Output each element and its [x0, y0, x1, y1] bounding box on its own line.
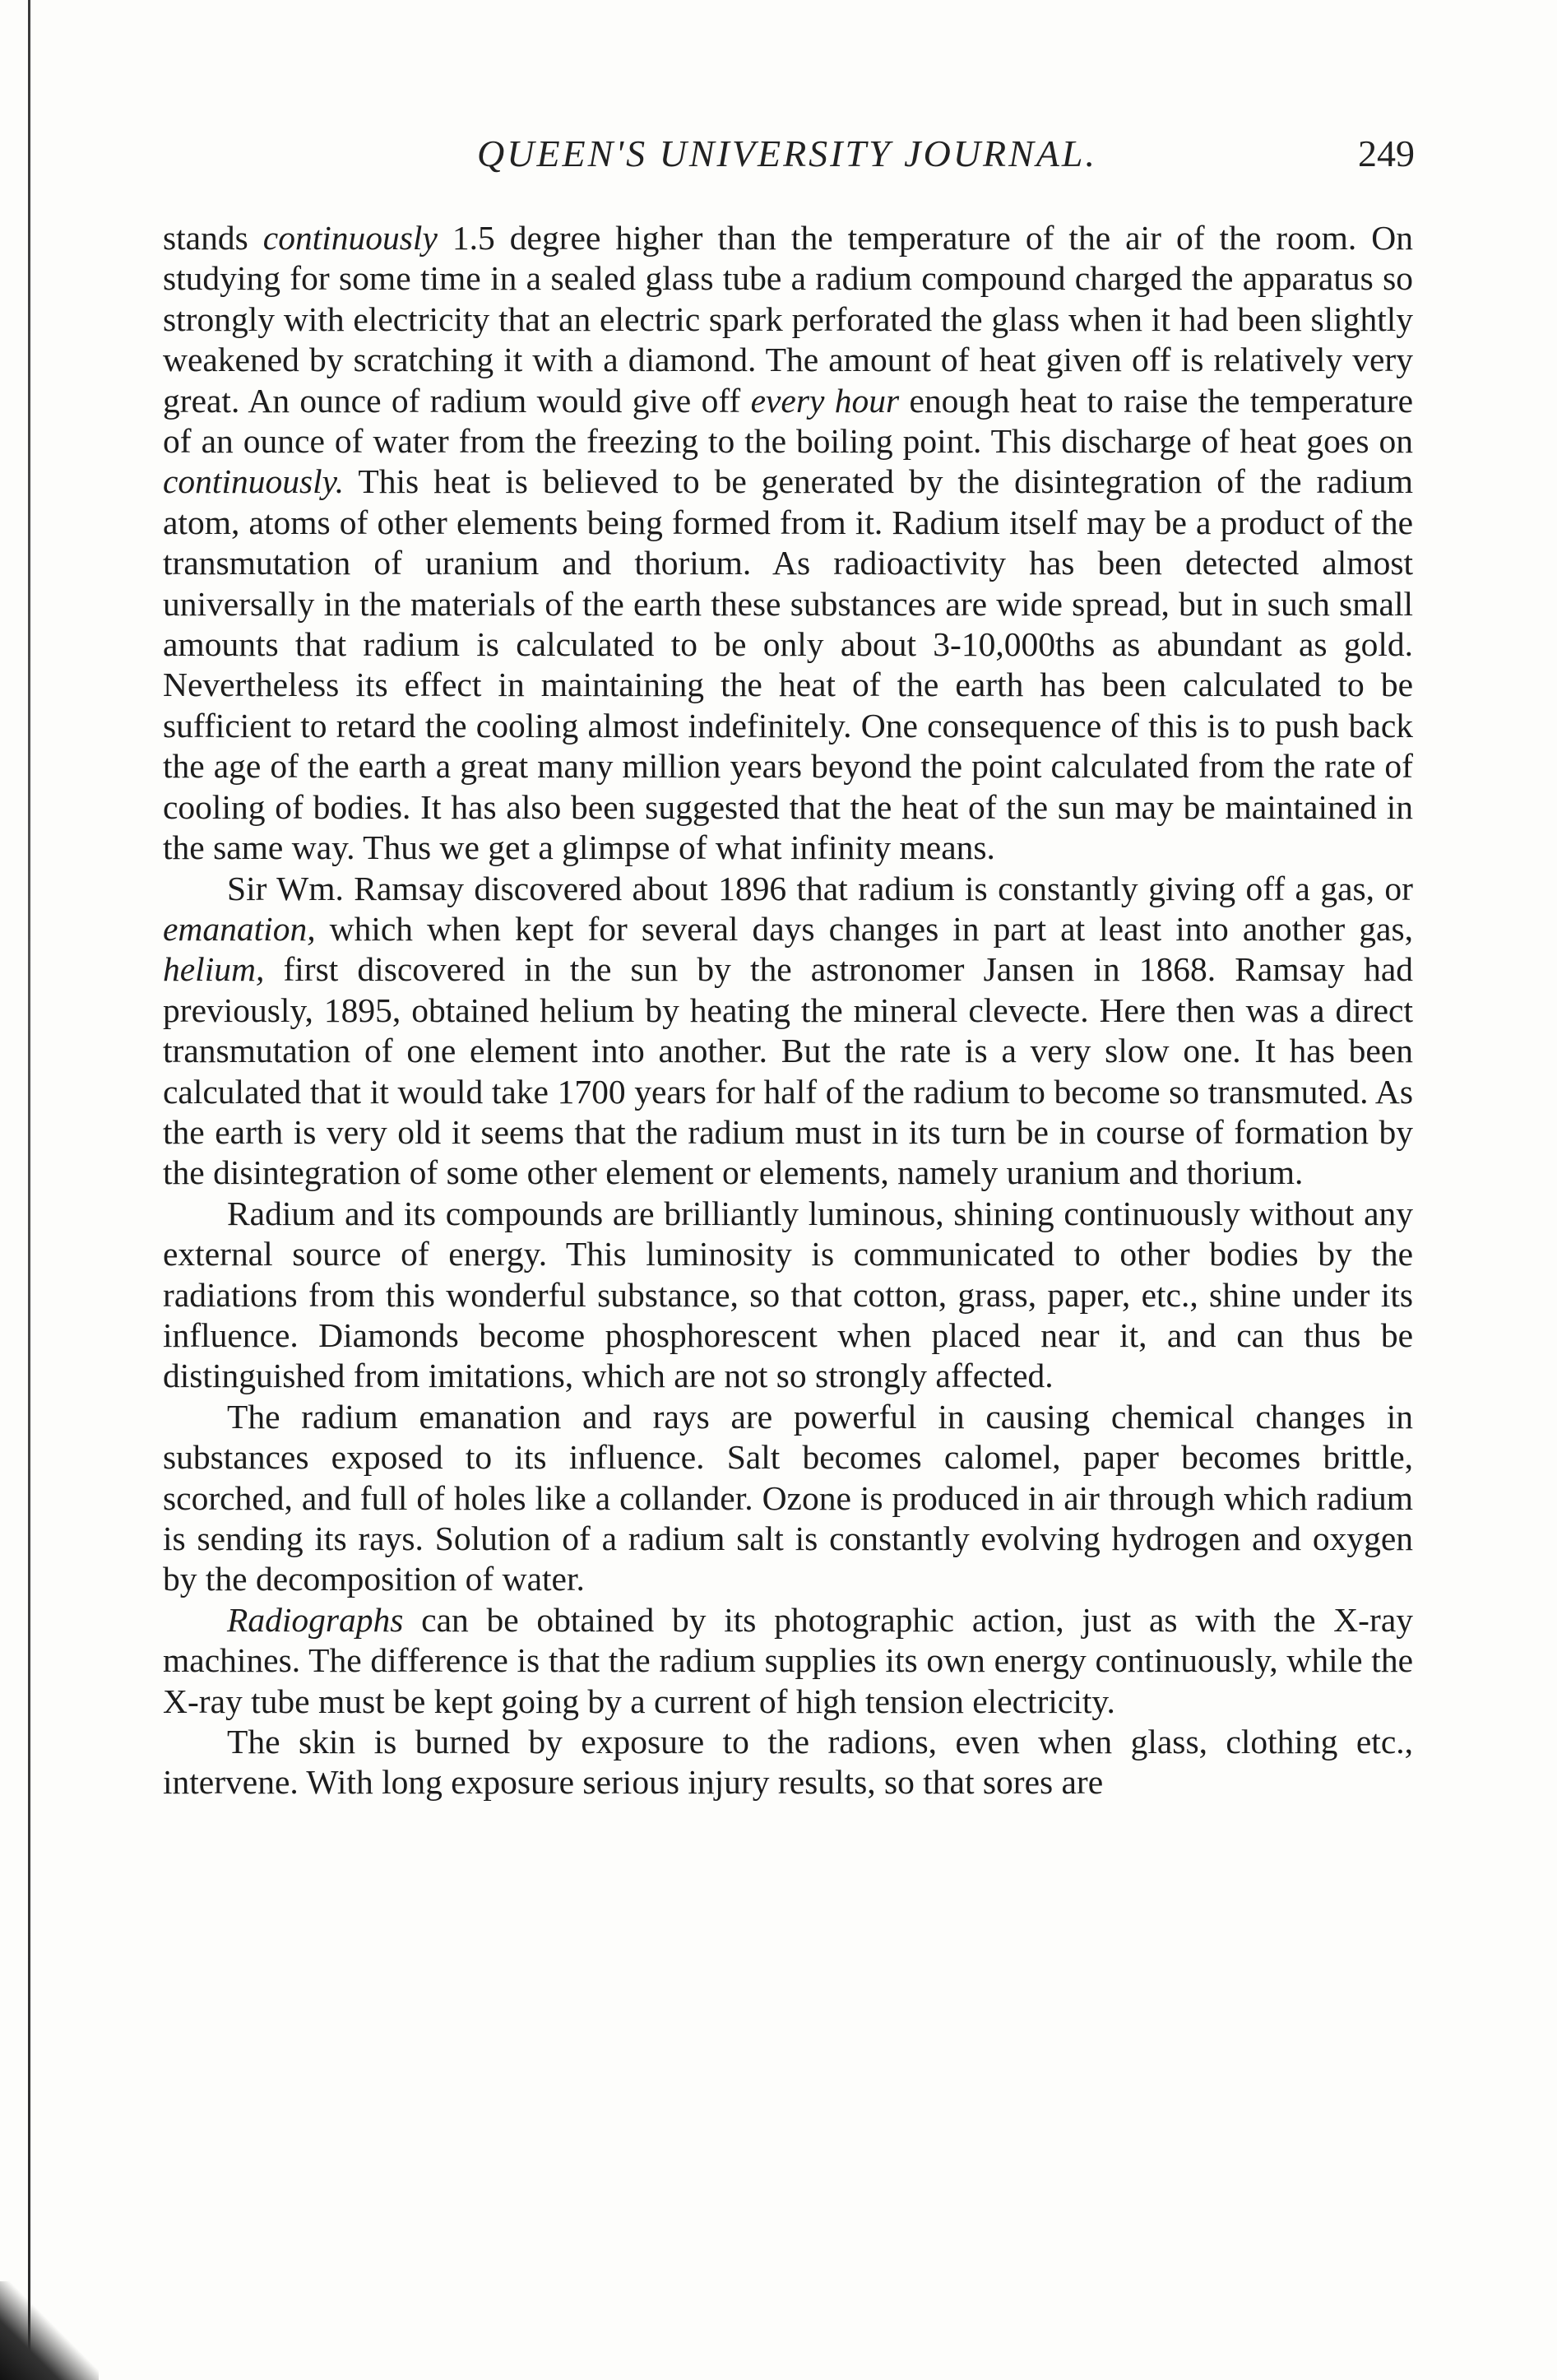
page-number: 249 — [1358, 132, 1415, 174]
italic-text: helium, — [163, 950, 265, 989]
paragraph-6 — [163, 1722, 1413, 1803]
text-run: enough heat to raise the temperature of an ounce of water from the freezing to the boiling point. This discharge of heat goes on — [163, 381, 1413, 461]
text-run: first discovered in the sun by the astronomer Jansen in 1868. Ramsay had previously, 1895, obtained helium by heating the mineral clevecte. Here then was a direct transmutation of one element into another. But the rate is a very slow one. It has been calculated that it would take 1700 years for half of the radium to become so transmuted. As the earth is very old it seems that the radium must in its turn be in course of formation by the disintegration of some other element or elements, namely uranium and thorium. — [163, 950, 1413, 1192]
text-run: 1.5 degree higher than the temperature of the air of the room. On studying for some time in a sealed glass tube a radium compound charged the apparatus so strongly with electricity that an electric spark perforated the glass when it had been slightly weakened by scratching it with a diamond. The amount of heat given off is relatively very great. An ounce of radium would give off — [163, 219, 1413, 420]
paragraph-3 — [163, 1194, 1413, 1397]
text-run: Sir Wm. Ramsay discovered about 1896 that radium is constantly giving off a gas, or — [227, 869, 1413, 907]
article-body — [163, 218, 1413, 1803]
text-run: stands — [163, 219, 263, 257]
italic-text: emanation, — [163, 909, 316, 948]
italic-text: continuously. — [163, 462, 345, 501]
text-run: The radium emanation and rays are powerful in causing chemical changes in substances exposed to its influence. Salt becomes calomel, paper becomes brittle, scorched, and full of holes like a collander. Ozone is produced in air through which radium is sending its rays. Solution of a radium salt is constantly evolving hydrogen and oxygen by the decomposition of water. — [163, 1397, 1413, 1598]
running-title: QUEEN'S UNIVERSITY JOURNAL. — [477, 132, 1097, 174]
paragraph-5 — [163, 1600, 1413, 1722]
text-run: The skin is burned by exposure to the radions, even when glass, clothing etc., intervene. With long exposure serious injury results, so that sores are — [163, 1723, 1413, 1802]
paragraph-1 — [163, 218, 1413, 869]
text-run: which when kept for several days changes in part at least into another gas, — [315, 909, 1413, 948]
italic-text: Radiographs — [227, 1600, 404, 1639]
scan-page-edge — [28, 0, 30, 2380]
text-run: This heat is believed to be generated by the disintegration of the radium atom, atoms of other elements being formed from it. Radium itself may be a product of the transmutation of uranium and thorium. As radioactivity has been detected almost universally in the materials of the earth these substances are wide spread, but in such small amounts that radium is calculated to be only about 3-10,000ths as abundant as gold. Nevertheless its effect in maintaining the heat of the earth has been calculated to be sufficient to retard the cooling almost indefinitely. One consequence of this is to push back the age of the earth a great many million years beyond the point calculated from the rate of cooling of bodies. It has also been suggested that the heat of the sun may be maintained in the same way. Thus we get a glimpse of what infinity means. — [163, 462, 1413, 867]
paragraph-2 — [163, 869, 1413, 1194]
italic-text: continuously — [262, 219, 438, 257]
text-run: Radium and its compounds are brilliantly luminous, shining continuously without any external source of energy. This luminosity is communicated to other bodies by the radiations from this wonderful substance, so that cotton, grass, paper, etc., shine under its influence. Diamonds become phosphorescent when placed near it, and can thus be distinguished from imitations, which are not so strongly affected. — [163, 1194, 1413, 1395]
italic-text: every hour — [750, 381, 900, 420]
scan-corner-shadow — [0, 2281, 99, 2380]
text-run: can be obtained by its photographic action, just as with the X-ray machines. The difference is that the radium supplies its own energy continuously, while the X-ray tube must be kept going by a current of high tension electricity. — [163, 1600, 1413, 1720]
page-header — [165, 132, 1415, 189]
paragraph-4 — [163, 1397, 1413, 1600]
